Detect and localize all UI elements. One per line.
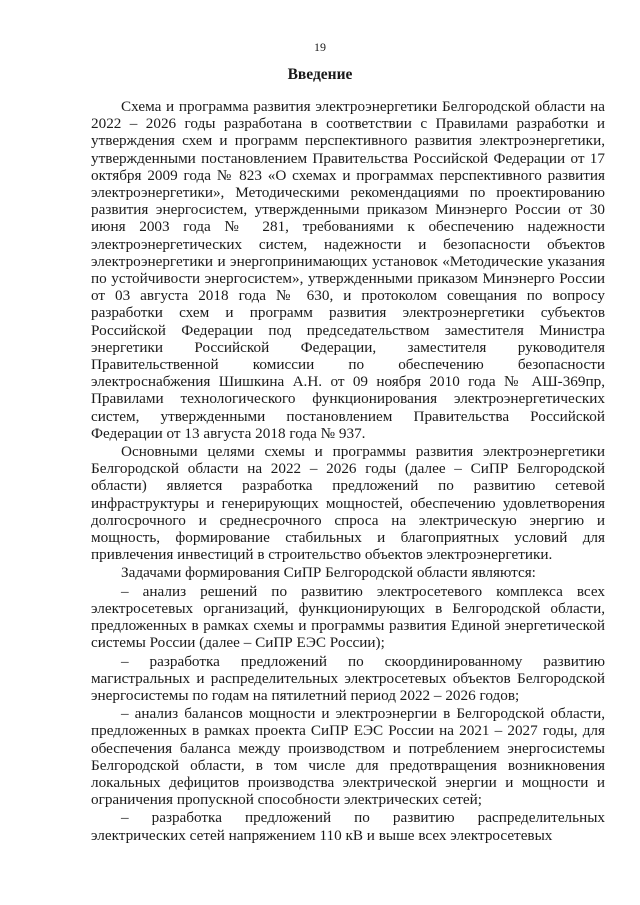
- list-item: – анализ балансов мощности и электроэнергии в Белгородской области, предложенных в рамках проекта СиПР ЕЭС России на 2021 – 2027 годы, для обеспечения баланса между производством и потреблением энергосистемы Белгородской области, в том числе для предотвращения возникновения локальных дефицитов производства электрической энергии и мощности и ограничения пропускной способности электрических сетей;: [91, 705, 605, 809]
- paragraph-goals: Основными целями схемы и программы развития электроэнергетики Белгородской области на 2022 – 2026 годы (далее – СиПР Белгородской области) является разработка предложений по развитию сетевой инфраструктуры и генерирующих мощностей, обеспечению удовлетворения долгосрочного и среднесрочного спроса на электрическую энергию и мощность, формирование стабильных и благоприятных условий для привлечения инвестиций в строительство объектов электроэнергетики.: [91, 443, 605, 564]
- list-item: – разработка предложений по скоординированному развитию магистральных и распределительных электросетевых объектов Белгородской энергосистемы по годам на пятилетний период 2022 – 2026 годов;: [91, 652, 605, 704]
- document-body: [91, 98, 605, 844]
- section-title: Введение: [287, 66, 353, 83]
- paragraph-tasks-heading: Задачами формирования СиПР Белгородской области являются:: [121, 564, 536, 582]
- paragraph-intro: Схема и программа развития электроэнергетики Белгородской области на 2022 – 2026 годы разработана в соответствии с Правилами разработки и утверждения схем и программ перспективного развития электроэнергетики, утвержденными постановлением Правительства Российской Федерации от 17 октября 2009 года № 823 «О схемах и программах перспективного развития электроэнергетики», Методическими рекомендациями по проектированию развития энергосистем, утвержденными приказом Минэнерго России от 30 июня 2003 года № 281, требованиями к обеспечению надежности электроэнергетических систем, надежности и безопасности объектов электроэнергетики и энергопринимающих установок «Методические указания по устойчивости энергосистем», утвержденными приказом Минэнерго России от 03 августа 2018 года № 630, и протоколом совещания по вопросу разработки схем и программ развития электроэнергетики субъектов Российской Федерации под председательством заместителя Министра энергетики Российской Федерации, заместителя руководителя Правительственной комиссии по обеспечению безопасности электроснабжения Шишкина А.Н. от 09 ноября 2010 года № АШ-369пр, Правилами технологического функционирования электроэнергетических систем, утвержденными постановлением Правительства Российской Федерации от 13 августа 2018 года № 937.: [91, 98, 605, 442]
- list-item: – анализ решений по развитию электросетевого комплекса всех электросетевых организаций, функционирующих в Белгородской области, предложенных в рамках схемы и программы развития Единой энергетической системы России (далее – СиПР ЕЭС России);: [91, 582, 605, 652]
- list-item: – разработка предложений по развитию распределительных электрических сетей напряжением 110 кВ и выше всех электросетевых: [91, 809, 605, 844]
- page-number: 19: [314, 40, 326, 54]
